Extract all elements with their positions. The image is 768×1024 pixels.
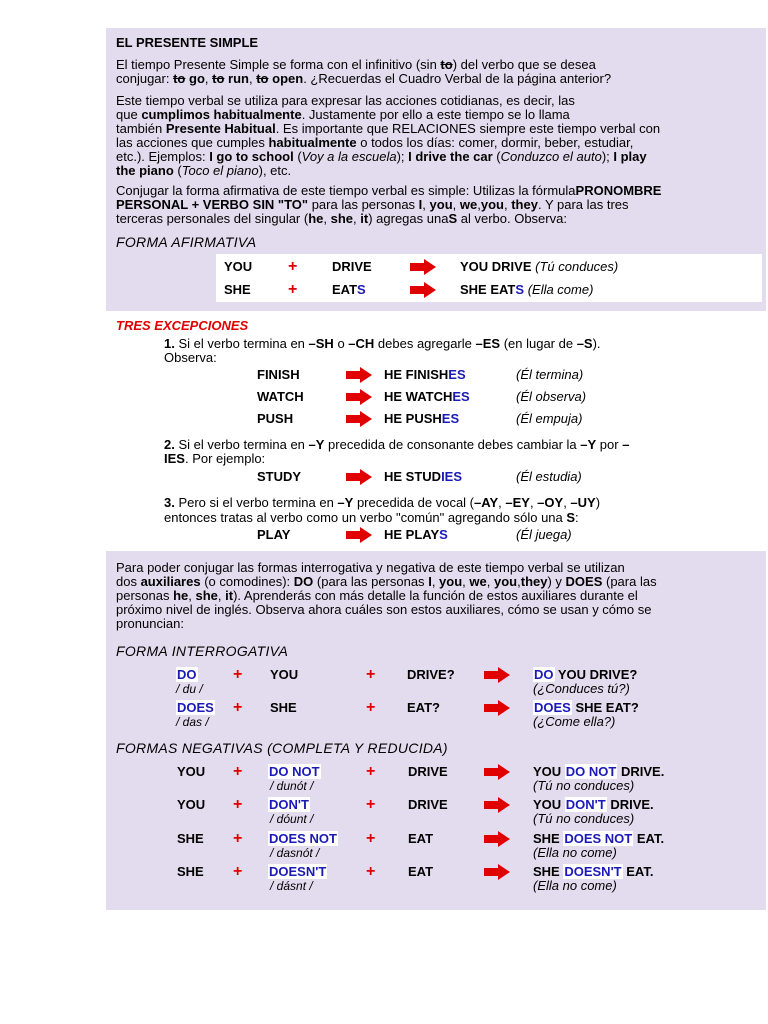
neg-aux-4: DOESN'T: [269, 864, 327, 879]
para3-line2: PERSONAL + VERBO SIN "TO" para las personas I, you, we,you, they. Y para las tres: [116, 197, 629, 212]
red-arrow-icon: [484, 700, 510, 716]
afirmativa-subj-1: YOU: [224, 259, 253, 274]
panel-auxiliares: [106, 551, 766, 910]
neg-verb-1: DRIVE: [408, 764, 448, 779]
red-arrow-icon: [484, 764, 510, 780]
interrog-pron-1: / du /: [176, 682, 203, 696]
neg-result-4: SHE DOESN'T EAT.: [533, 864, 654, 879]
interrog-verb-1: DRIVE?: [407, 667, 455, 682]
neg-trans-3: (Ella no come): [533, 845, 617, 860]
plus-sign: +: [233, 699, 243, 716]
plus-sign: +: [366, 796, 376, 813]
red-arrow-icon: [346, 469, 372, 485]
interrog-aux-1: DO: [177, 667, 197, 682]
red-arrow-icon: [410, 282, 436, 298]
neg-verb-4: EAT: [408, 864, 434, 879]
neg-pron-4: / dásnt /: [270, 879, 313, 893]
red-arrow-icon: [484, 831, 510, 847]
interrog-result-1: DO YOU DRIVE?: [534, 667, 638, 682]
interrog-trans-1: (¿Conduces tú?): [533, 681, 630, 696]
exc-verb-finish: FINISH: [257, 367, 300, 382]
plus-sign: +: [366, 863, 376, 880]
interrog-subj-2: SHE: [270, 700, 297, 715]
red-arrow-icon: [410, 259, 436, 275]
red-arrow-icon: [346, 389, 372, 405]
neg-result-3: SHE DOES NOT EAT.: [533, 831, 665, 846]
red-arrow-icon: [346, 411, 372, 427]
neg-verb-2: DRIVE: [408, 797, 448, 812]
neg-result-2: YOU DON'T DRIVE.: [533, 797, 654, 812]
para3-line3: terceras personales del singular (he, she, it) agregas unaS al verbo. Observa:: [116, 211, 567, 226]
exc-trans-push: (Él empuja): [516, 411, 583, 426]
plus-sign: +: [366, 699, 376, 716]
plus-sign: +: [233, 763, 243, 780]
para4-line1: Para poder conjugar las formas interrogativa y negativa de este tiempo verbal se utilizan: [116, 560, 625, 575]
para1-line1: El tiempo Presente Simple se forma con el infinitivo (sin to) del verbo que se desea: [116, 57, 596, 72]
exc-trans-study: (Él estudia): [516, 469, 582, 484]
neg-aux-2: DON'T: [269, 797, 309, 812]
plus-sign: +: [233, 830, 243, 847]
rule1-line2: Observa:: [164, 350, 217, 365]
neg-subj-1: YOU: [177, 764, 206, 779]
afirmativa-table: [216, 254, 762, 302]
exc-result-study: HE STUDIES: [384, 469, 463, 484]
interrog-trans-2: (¿Come ella?): [533, 714, 616, 729]
exc-verb-watch: WATCH: [257, 389, 304, 404]
neg-aux-1: DO NOT: [269, 764, 320, 779]
neg-trans-1: (Tú no conduces): [533, 778, 635, 793]
exc-verb-push: PUSH: [257, 411, 294, 426]
red-arrow-icon: [346, 367, 372, 383]
rule2-line1: 2. Si el verbo termina en –Y precedida de consonante debes cambiar la –Y por –: [164, 437, 630, 452]
para2-line6: the piano (Toco el piano), etc.: [116, 163, 292, 178]
exc-trans-play: (Él juega): [516, 527, 572, 542]
neg-verb-3: EAT: [408, 831, 434, 846]
plus-sign: +: [366, 763, 376, 780]
afirmativa-subj-2: SHE: [224, 282, 251, 297]
neg-pron-1: / dunót /: [270, 779, 314, 793]
exc-verb-play: PLAY: [257, 527, 291, 542]
interrog-subj-1: YOU: [270, 667, 299, 682]
para4-line3: personas he, she, it). Aprenderás con más detalle la función de estos auxiliares durante el: [116, 588, 638, 603]
plus-sign: +: [366, 666, 376, 683]
interrog-pron-2: / das /: [176, 715, 209, 729]
exc-verb-study: STUDY: [257, 469, 302, 484]
rule1-line1: 1. Si el verbo termina en –SH o –CH debes agregarle –ES (en lugar de –S).: [164, 336, 601, 351]
panel-excepciones: [106, 311, 766, 551]
afirmativa-verb-2: EATS: [332, 282, 366, 297]
interrog-aux-2: DOES: [177, 700, 214, 715]
exc-result-watch: HE WATCHES: [384, 389, 470, 404]
exc-trans-watch: (Él observa): [516, 389, 587, 404]
neg-subj-2: YOU: [177, 797, 206, 812]
para4-line5: pronuncian:: [116, 616, 184, 631]
page-title: EL PRESENTE SIMPLE: [116, 35, 259, 50]
para3-line1: Conjugar la forma afirmativa de este tiempo verbal es simple: Utilizas la fórmulaPRONOMBRE: [116, 183, 662, 198]
interrog-result-2: DOES SHE EAT?: [534, 700, 639, 715]
exc-trans-finish: (Él termina): [516, 367, 584, 382]
para2-line2: que cumplimos habitualmente. Justamente por ello a este tiempo se lo llama: [116, 107, 570, 122]
neg-result-1: YOU DO NOT DRIVE.: [533, 764, 665, 779]
para2-line3: también Presente Habitual. Es importante que RELACIONES siempre este tiempo verbal con: [116, 121, 661, 136]
plus-sign: +: [366, 830, 376, 847]
plus-sign: +: [233, 666, 243, 683]
plus-sign: +: [288, 281, 298, 298]
red-arrow-icon: [484, 797, 510, 813]
neg-trans-2: (Tú no conduces): [533, 811, 635, 826]
neg-subj-4: SHE: [177, 864, 204, 879]
afirmativa-result-1: YOU DRIVE (Tú conduces): [460, 259, 619, 274]
plus-sign: +: [233, 863, 243, 880]
para2-line1: Este tiempo verbal se utiliza para expresar las acciones cotidianas, es decir, las: [116, 93, 575, 108]
exc-result-push: HE PUSHES: [384, 411, 460, 426]
section-title-afirmativa: FORMA AFIRMATIVA: [116, 234, 257, 250]
para2-line4: las acciones que cumples habitualmente o todos los días: comer, dormir, beber, estudiar,: [116, 135, 634, 150]
neg-aux-3: DOES NOT: [269, 831, 337, 846]
section-title-interrogativa: FORMA INTERROGATIVA: [116, 643, 289, 659]
para2-line5: etc.). Ejemplos: I go to school (Voy a la escuela); I drive the car (Conduzco el auto); I play: [116, 149, 647, 164]
para4-line2: dos auxiliares (o comodines): DO (para las personas I, you, we, you,they) y DOES (para las: [116, 574, 657, 589]
red-arrow-icon: [484, 864, 510, 880]
neg-subj-3: SHE: [177, 831, 204, 846]
plus-sign: +: [233, 796, 243, 813]
exc-result-play: HE PLAYS: [384, 527, 448, 542]
rule2-line2: IES. Por ejemplo:: [164, 451, 266, 466]
para4-line4: próximo nivel de inglés. Observa ahora cuáles son estos auxiliares, cómo se usan y cómo se: [116, 602, 652, 617]
afirmativa-result-2: SHE EATS (Ella come): [460, 282, 594, 297]
exc-result-finish: HE FINISHES: [384, 367, 466, 382]
red-arrow-icon: [346, 527, 372, 543]
neg-trans-4: (Ella no come): [533, 878, 617, 893]
section-title-excepciones: TRES EXCEPCIONES: [116, 318, 249, 333]
neg-pron-2: / dóunt /: [270, 812, 314, 826]
section-title-negativas: FORMAS NEGATIVAS (COMPLETA Y REDUCIDA): [116, 740, 448, 756]
para1-line2: conjugar: to go, to run, to open. ¿Recuerdas el Cuadro Verbal de la página anterior?: [116, 71, 612, 86]
interrog-verb-2: EAT?: [407, 700, 440, 715]
red-arrow-icon: [484, 667, 510, 683]
afirmativa-verb-1: DRIVE: [332, 259, 372, 274]
plus-sign: +: [288, 258, 298, 275]
rule3-line1: 3. Pero si el verbo termina en –Y precedida de vocal (–AY, –EY, –OY, –UY): [164, 495, 601, 510]
rule3-line2: entonces tratas al verbo como un verbo "común" agregando sólo una S:: [164, 510, 579, 525]
neg-pron-3: / dasnót /: [270, 846, 320, 860]
panel-intro: [106, 28, 766, 311]
